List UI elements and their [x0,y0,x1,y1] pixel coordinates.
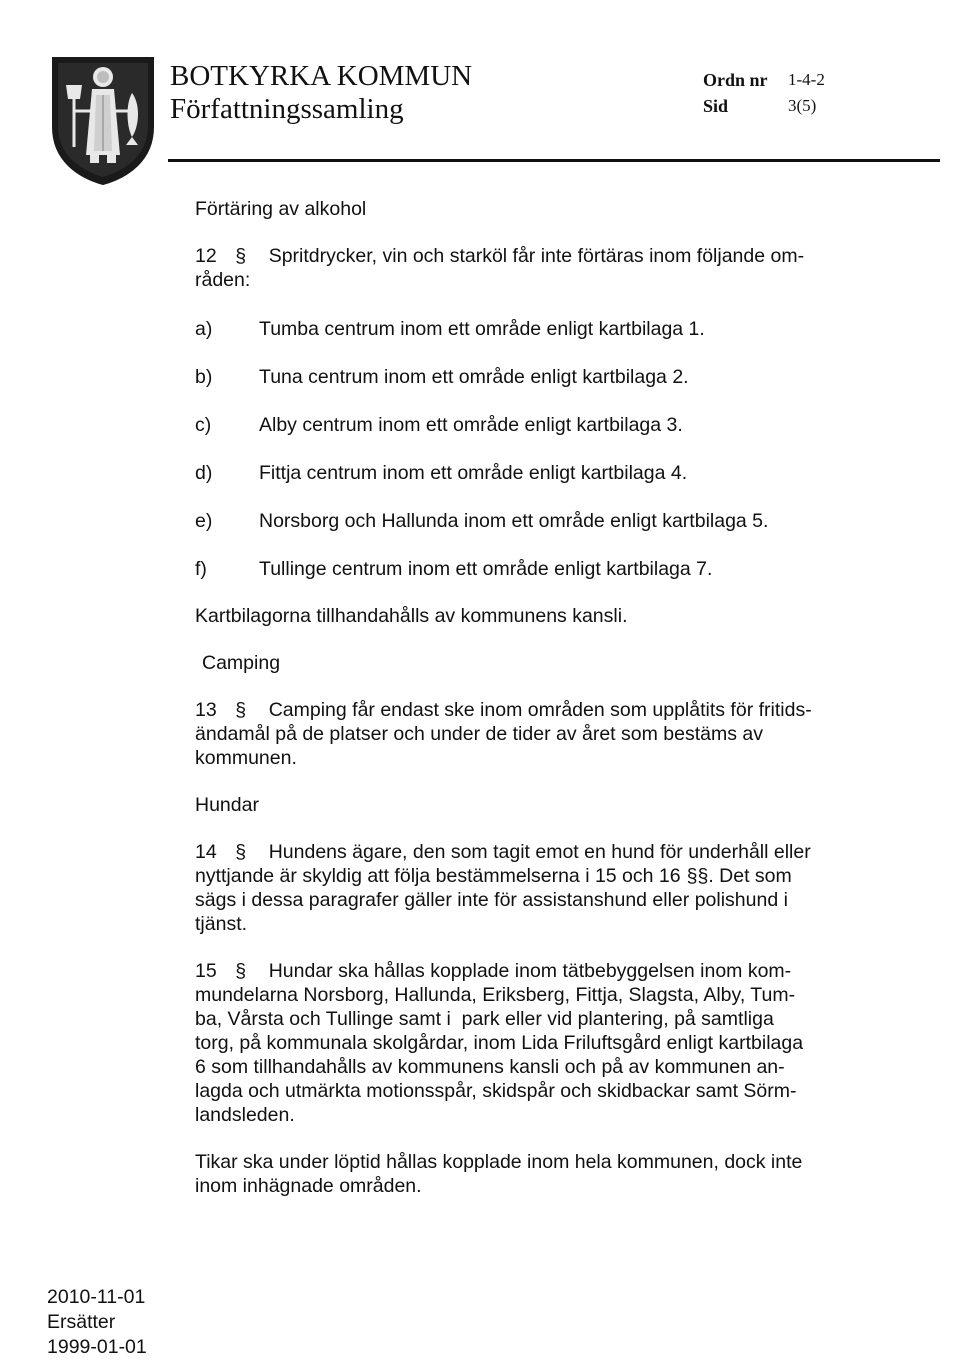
paragraph-number: 15 [195,960,217,982]
document-body [195,197,850,1198]
list-item-text: Alby centrum inom ett område enligt kartbilaga 3. [259,414,683,436]
paragraph-text: mundelarna Norsborg, Hallunda, Eriksberg, Fittja, Slagsta, Alby, Tum- [195,984,796,1006]
section-sign-icon: § [235,245,247,267]
paragraph-text: landsleden. [195,1104,295,1126]
list-item [195,365,850,389]
list-item [195,461,850,485]
paragraph-text: ba, Vårsta och Tullinge samt i park eller vid plantering, på samtliga [195,1008,774,1030]
section-heading-dogs: Hundar [195,794,259,816]
paragraph-text: Hundens ägare, den som tagit emot en hund för underhåll eller [268,841,811,863]
replaces-label: Ersätter [47,1311,116,1333]
paragraph-text: torg, på kommunala skolgårdar, inom Lida Friluftsgård enligt kartbilaga [195,1032,804,1054]
list-item [195,413,850,437]
paragraph-text: Tikar ska under löptid hållas kopplade inom hela kommunen, dock inte [195,1151,803,1173]
paragraph-text: nyttjande är skyldig att följa bestämmelserna i 15 och 16 [195,865,681,887]
section-heading-alcohol: Förtäring av alkohol [195,198,367,220]
list-item-text: Norsborg och Hallunda inom ett område enligt kartbilaga 5. [259,510,769,532]
paragraph-text: Camping får endast ske inom områden som upplåtits för fritids- [268,699,812,721]
paragraph-number: 13 [195,699,217,721]
list-item-letter: a) [195,318,213,340]
ordn-nr-value: 1-4-2 [788,70,825,89]
page-number: 3(5) [788,96,817,115]
paragraph-13 [195,698,850,770]
header-divider [168,159,940,162]
paragraph-text: . Det som [708,865,792,887]
section-heading-camping: Camping [202,652,281,674]
list-item-text: Tuna centrum inom ett område enligt kartbilaga 2. [259,366,689,388]
collection-title: Författningssamling [170,93,404,125]
section-sign-icon: § [235,699,247,721]
list-item-text: Tullinge centrum inom ett område enligt kartbilaga 7. [259,558,713,580]
paragraph-text: kommunen. [195,747,297,769]
ordn-nr-label: Ordn nr [703,70,768,90]
double-section-sign-icon: §§ [686,865,709,887]
list-item [195,317,850,341]
replaced-date: 1999-01-01 [47,1336,147,1358]
issue-date: 2010-11-01 [47,1286,146,1308]
paragraph-14 [195,840,850,936]
paragraph-number: 12 [195,245,217,267]
map-note: Kartbilagorna tillhandahålls av kommunens kansli. [195,605,628,627]
list-item-letter: e) [195,510,213,532]
paragraph-12 [195,244,850,292]
paragraph-text: sägs i dessa paragrafer gäller inte för assistanshund eller polishund i [195,889,788,911]
list-item [195,557,850,581]
page-label: Sid [703,96,729,116]
list-item-letter: d) [195,462,213,484]
list-item-text: Tumba centrum inom ett område enligt kartbilaga 1. [259,318,705,340]
paragraph-text: ändamål på de platser och under de tider av året som bestäms av [195,723,763,745]
paragraph-15 [195,959,850,1127]
section-sign-icon: § [235,960,247,982]
paragraph-text: inom inhägnade områden. [195,1175,422,1197]
paragraph-text: lagda och utmärkta motionsspår, skidspår och skidbackar samt Sörm- [195,1080,797,1102]
paragraph-text: Spritdrycker, vin och starköl får inte förtäras inom följande om- [268,245,805,267]
list-item-letter: c) [195,414,212,436]
footer-dates [47,1285,147,1360]
section-sign-icon: § [235,841,247,863]
paragraph-tikar [195,1150,850,1198]
list-item-letter: b) [195,366,213,388]
list-item-text: Fittja centrum inom ett område enligt kartbilaga 4. [259,462,688,484]
paragraph-number: 14 [195,841,217,863]
paragraph-text: 6 som tillhandahålls av kommunens kansli och på av kommunen an- [195,1056,785,1078]
coat-of-arms-icon [50,55,156,187]
organization-name: BOTKYRKA KOMMUN [170,60,473,92]
list-item [195,509,850,533]
paragraph-text: råden: [195,269,251,291]
list-item-letter: f) [195,558,207,580]
paragraph-text: tjänst. [195,913,248,935]
paragraph-text: Hundar ska hållas kopplade inom tätbebyggelsen inom kom- [268,960,792,982]
